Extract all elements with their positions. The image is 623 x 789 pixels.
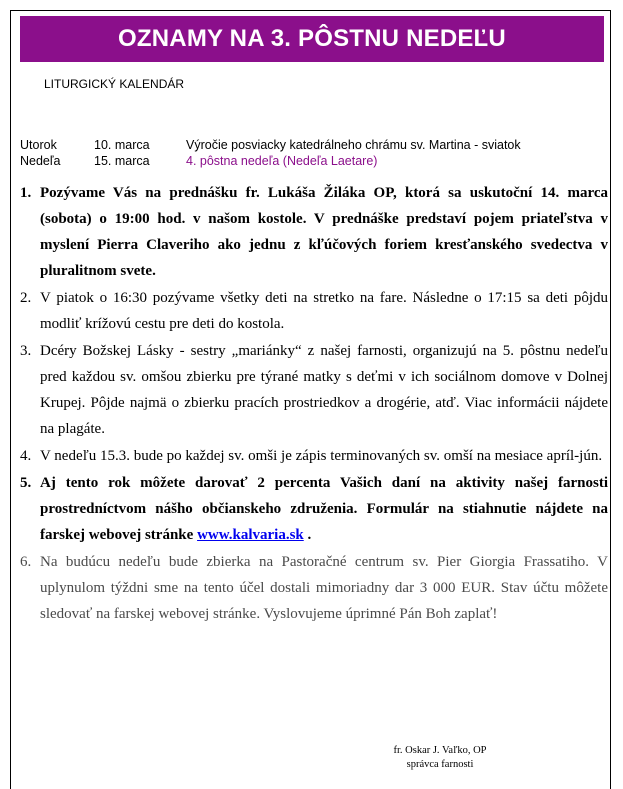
- signature-role: správca farnosti: [406, 759, 474, 770]
- announcement-number: 3.: [20, 343, 32, 359]
- liturgical-calendar-heading: LITURGICKÝ KALENDÁR: [44, 77, 185, 91]
- signature-block: [380, 744, 500, 772]
- announcement-item: [20, 285, 608, 337]
- calendar-date: 15. marca: [94, 154, 150, 168]
- announcement-number: 5.: [20, 475, 32, 491]
- announcement-number: 6.: [20, 554, 32, 570]
- announcement-item: [20, 443, 608, 469]
- calendar-event: Výročie posviacky katedrálneho chrámu sv. Martina - sviatok: [186, 138, 521, 152]
- announcement-text: V piatok o 16:30 pozývame všetky deti na stretko na fare. Následne o 17:15 sa deti pôjdu modliť krížovú cestu pre deti do kostola.: [40, 290, 608, 332]
- announcement-item: [20, 338, 608, 442]
- kalvaria-website-link[interactable]: www.kalvaria.sk: [197, 527, 304, 543]
- calendar-day: Nedeľa: [20, 154, 61, 168]
- announcement-text: Aj tento rok môžete darovať 2 percenta Vašich daní na aktivity našej farnosti prostredníctvom nášho občianskeho združenia. Formulár na stiahnutie nájdete na farskej webovej stránke: [40, 475, 608, 543]
- page-title-text: OZNAMY NA 3. PÔSTNU NEDEĽU: [118, 25, 506, 52]
- page-title: [20, 16, 604, 62]
- announcement-text: V nedeľu 15.3. bude po každej sv. omši je zápis terminovaných sv. omší na mesiace apríl-jún.: [40, 448, 603, 464]
- announcement-text: Na budúcu nedeľu bude zbierka na Pastoračné centrum sv. Pier Giorgia Frassatiho. V uplynulom týždni sme na tento účel dostali mimoriadny dar 3 000 EUR. Stav účtu môžete sledovať na farskej webovej stránke. Vyslovujeme úprimné Pán Boh zaplať!: [40, 554, 608, 622]
- announcements-list: [20, 180, 608, 628]
- announcement-item: [20, 470, 608, 548]
- announcement-item: [20, 180, 608, 284]
- announcement-number: 1.: [20, 185, 32, 201]
- calendar-event: 4. pôstna nedeľa (Nedeľa Laetare): [186, 154, 378, 168]
- announcement-number: 4.: [20, 448, 32, 464]
- calendar-day: Utorok: [20, 138, 57, 152]
- announcement-number: 2.: [20, 290, 32, 306]
- calendar-date: 10. marca: [94, 138, 150, 152]
- announcement-text: Dcéry Božskej Lásky - sestry „mariánky“ z našej farnosti, organizujú na 5. pôstnu nedeľu pred každou sv. omšou zbierku pre týrané matky s deťmi v ich sociálnom domove v Dolnej Krupej. Pôjde najmä o zbierku pracích prostriedkov a drogérie, atď. Viac informácii nájdete na plagáte.: [40, 343, 608, 437]
- announcement-item: [20, 549, 608, 627]
- signature-name: fr. Oskar J. Vaľko, OP: [393, 745, 487, 756]
- announcement-tail: .: [303, 527, 312, 543]
- announcement-text: Pozývame Vás na prednášku fr. Lukáša Žiláka OP, ktorá sa uskutoční 14. marca (sobota) o 19:00 hod. v našom kostole. V prednáške predstaví pojem priateľstva v myslení Pierra Claveriho ako jednu z kľúčových foriem kresťanského svedectva v pluralitnom svete.: [40, 185, 608, 279]
